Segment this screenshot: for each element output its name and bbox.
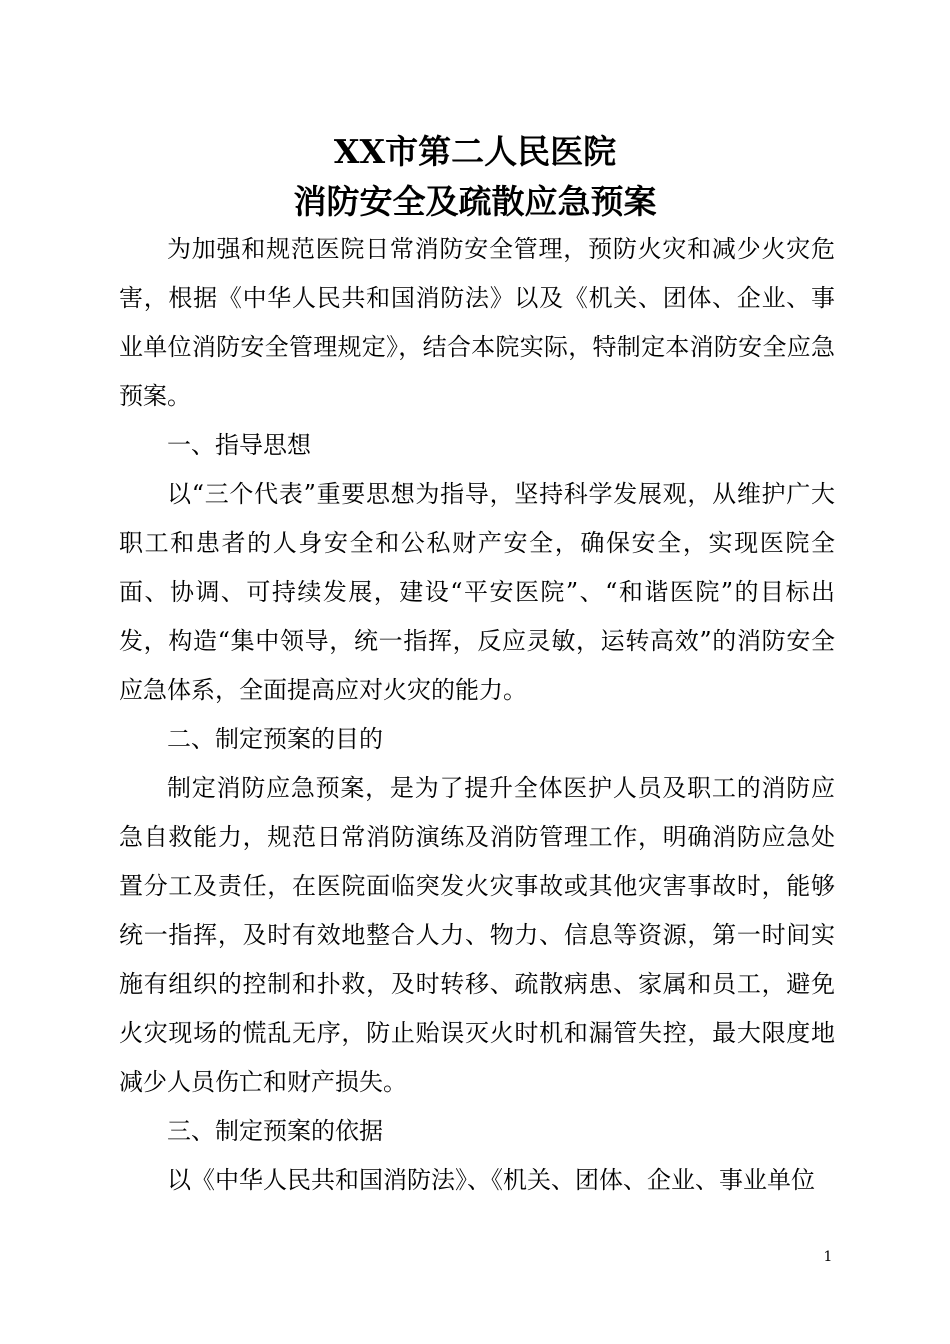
intro-paragraph: 为加强和规范医院日常消防安全管理，预防火灾和减少火灾危害，根据《中华人民共和国消防法》以及《机关、团体、企业、事业单位消防安全管理规定》，结合本院实际，特制定本消防安全应急预案。: [119, 235, 835, 410]
document-body: [119, 225, 835, 1205]
basis-paragraph: 以《中华人民共和国消防法》、《机关、团体、企业、事业单位: [167, 1166, 815, 1194]
document-title-line1: XX市第二人民医院: [333, 132, 617, 171]
section-heading-guiding-thought: 一、指导思想: [167, 431, 311, 459]
document-title-line2: 消防安全及疏散应急预案: [293, 182, 657, 221]
section-heading-purpose: 二、制定预案的目的: [167, 725, 383, 753]
page-number: 1: [823, 1249, 833, 1265]
purpose-paragraph: 制定消防应急预案，是为了提升全体医护人员及职工的消防应急自救能力，规范日常消防演练及消防管理工作，明确消防应急处置分工及责任，在医院面临突发火灾事故或其他灾害事故时，能够统一指挥，及时有效地整合人力、物力、信息等资源，第一时间实施有组织的控制和扑救，及时转移、疏散病患、家属和员工，避免火灾现场的慌乱无序，防止贻误灭火时机和漏管失控，最大限度地减少人员伤亡和财产损失。: [119, 774, 835, 1096]
section-heading-basis: 三、制定预案的依据: [167, 1117, 383, 1145]
guiding-thought-paragraph: 以“三个代表”重要思想为指导，坚持科学发展观，从维护广大职工和患者的人身安全和公私财产安全，确保安全，实现医院全面、协调、可持续发展，建设“平安医院”、“和谐医院”的目标出发，构造“集中领导，统一指挥，反应灵敏，运转高效”的消防安全应急体系，全面提高应对火灾的能力。: [119, 480, 835, 704]
